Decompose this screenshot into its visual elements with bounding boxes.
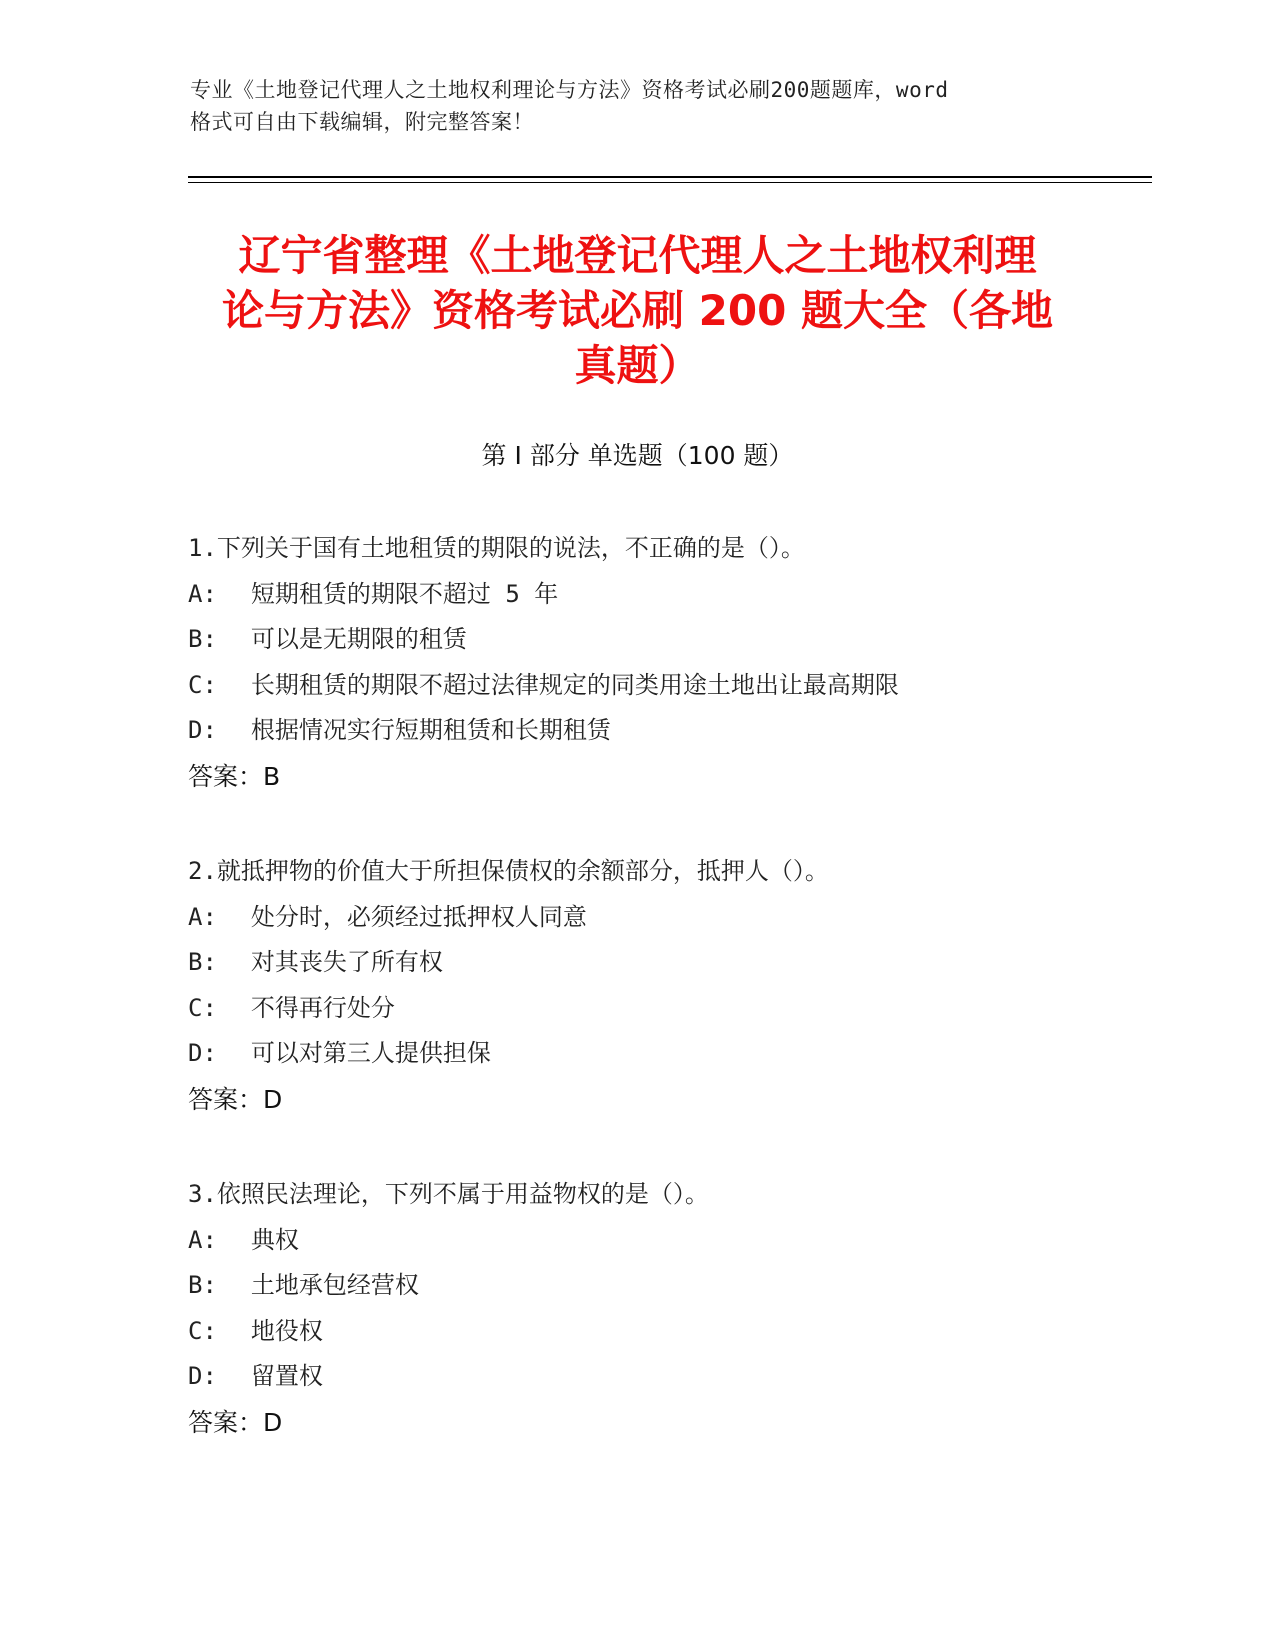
option-letter: C: bbox=[188, 1316, 217, 1345]
answer-line bbox=[188, 1400, 1148, 1446]
question-stem: 1.下列关于国有土地租赁的期限的说法，不正确的是（）。 bbox=[188, 534, 805, 562]
answer-value: D bbox=[263, 1084, 283, 1114]
answer-label: 答案： bbox=[188, 761, 264, 791]
option-letter: B: bbox=[188, 948, 217, 976]
option-text: 留置权 bbox=[250, 1362, 323, 1390]
option-d bbox=[188, 1031, 1148, 1077]
answer-line bbox=[188, 754, 1148, 800]
title-line-3: 真题） bbox=[574, 341, 701, 390]
option-text: 地役权 bbox=[250, 1316, 323, 1345]
question-item bbox=[188, 526, 1148, 799]
document-title bbox=[190, 228, 1085, 393]
section-heading: 第 I 部分 单选题（100 题） bbox=[481, 441, 794, 470]
answer-line bbox=[188, 1077, 1148, 1123]
question-list bbox=[188, 526, 1148, 1495]
option-text: 典权 bbox=[250, 1225, 299, 1254]
option-a bbox=[188, 895, 1148, 941]
question-item bbox=[188, 849, 1148, 1122]
option-text: 土地承包经营权 bbox=[250, 1271, 419, 1299]
option-b bbox=[188, 1263, 1148, 1309]
question-stem: 3.依照民法理论，下列不属于用益物权的是（）。 bbox=[188, 1180, 709, 1208]
option-text: 根据情况实行短期租赁和长期租赁 bbox=[250, 716, 611, 744]
option-letter: D: bbox=[188, 1039, 217, 1067]
option-letter: B: bbox=[188, 1271, 217, 1299]
option-d bbox=[188, 1354, 1148, 1400]
option-text: 长期租赁的期限不超过法律规定的同类用途土地出让最高期限 bbox=[250, 670, 899, 699]
header-note bbox=[190, 74, 1070, 138]
header-divider-thick bbox=[188, 176, 1152, 178]
option-letter: A: bbox=[188, 902, 217, 931]
option-letter: C: bbox=[188, 670, 217, 699]
title-line-1: 辽宁省整理《土地登记代理人之土地权利理 bbox=[238, 231, 1037, 280]
option-text: 可以是无期限的租赁 bbox=[250, 625, 467, 653]
option-b bbox=[188, 617, 1148, 663]
question-stem: 2.就抵押物的价值大于所担保债权的余额部分，抵押人（）。 bbox=[188, 857, 829, 885]
option-text: 处分时，必须经过抵押权人同意 bbox=[250, 902, 587, 931]
answer-label: 答案： bbox=[188, 1407, 264, 1437]
option-a bbox=[188, 572, 1148, 618]
option-c bbox=[188, 986, 1148, 1032]
option-letter: C: bbox=[188, 993, 217, 1022]
option-c bbox=[188, 663, 1148, 709]
option-letter: D: bbox=[188, 1362, 217, 1390]
option-letter: A: bbox=[188, 1225, 217, 1254]
header-note-line-2: 格式可自由下载编辑，附完整答案！ bbox=[190, 110, 534, 134]
question-item bbox=[188, 1172, 1148, 1445]
option-letter: A: bbox=[188, 579, 217, 608]
option-text: 对其丧失了所有权 bbox=[250, 948, 443, 976]
title-line-2: 论与方法》资格考试必刷 200 题大全（各地 bbox=[222, 286, 1053, 335]
option-d bbox=[188, 708, 1148, 754]
option-text: 短期租赁的期限不超过 5 年 bbox=[250, 579, 559, 608]
option-letter: B: bbox=[188, 625, 217, 653]
option-a bbox=[188, 1218, 1148, 1264]
option-text: 可以对第三人提供担保 bbox=[250, 1039, 491, 1067]
option-letter: D: bbox=[188, 716, 217, 744]
option-b bbox=[188, 940, 1148, 986]
option-c bbox=[188, 1309, 1148, 1355]
answer-value: B bbox=[263, 761, 281, 791]
answer-label: 答案： bbox=[188, 1084, 264, 1114]
option-text: 不得再行处分 bbox=[250, 993, 395, 1022]
header-note-line-1: 专业《土地登记代理人之土地权利理论与方法》资格考试必刷200题题库，word bbox=[190, 78, 949, 102]
answer-value: D bbox=[263, 1407, 283, 1437]
header-divider-thin bbox=[188, 182, 1152, 183]
